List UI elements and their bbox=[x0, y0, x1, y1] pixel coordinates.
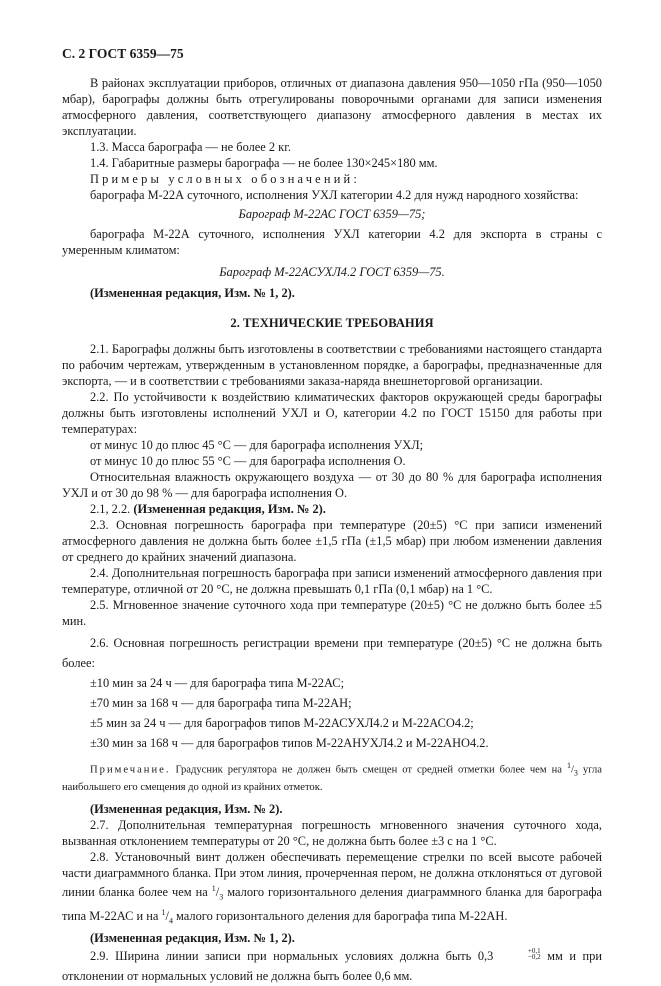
fraction-1-num: 1 bbox=[211, 883, 216, 893]
time-error-2: ±70 мин за 168 ч — для барографа типа М-22АН; bbox=[90, 696, 352, 710]
document-page bbox=[62, 46, 602, 986]
note-fraction-num: 1 bbox=[566, 761, 571, 770]
note-text-1: Градусник регулятора не должен быть смещен от средней отметки более чем на bbox=[175, 764, 562, 776]
paragraph-2-3: 2.3. Основная погрешность барографа при температуре (20±5) °С при записи изменений атмосферного давления не должна быть более ±1,5 гПа (±1,5 мбар) при любом изменении давления от среднего до крайних значений диапазона. bbox=[62, 518, 602, 564]
time-error-4: ±30 мин за 168 ч — для барографов типов М-22АНУХЛ4.2 и М-22АНО4.2. bbox=[90, 736, 489, 750]
paragraph-2-8-a: 2.8. Установочный винт должен обеспечивать перемещение стрелки по всей высоте рабочей части диаграммного бланка. При этом линия, прочерченная пером, не должна отклоняться от дуговой линии бланка более чем на bbox=[62, 849, 602, 899]
example-2-text: барографа М-22А суточного, исполнения УХЛ категории 4.2 для экспорта в страны с умеренным климатом: bbox=[62, 227, 602, 257]
example-1-code: Барограф М-22АС ГОСТ 6359—75; bbox=[238, 207, 426, 221]
fraction-2-den: 4 bbox=[168, 916, 173, 926]
paragraph-2-8-c: малого горизонтального деления для барографа типа М-22АН. bbox=[176, 909, 508, 924]
paragraph-2-6: 2.6. Основная погрешность регистрации времени при температуре (20±5) °С не должна быть более: bbox=[62, 636, 602, 670]
paragraph-2-4: 2.4. Дополнительная погрешность барографа при записи изменений атмосферного давления при температуре, отличной от 20 °С, не должна превышать 0,1 гПа (0,1 мбар) на 1 °С. bbox=[62, 566, 602, 596]
temperature-range-1: от минус 10 до плюс 45 °С — для барографа исполнения УХЛ; bbox=[90, 438, 424, 452]
tolerance-plus: +0,1 bbox=[527, 946, 541, 955]
paragraph-intro: В районах эксплуатации приборов, отличных от диапазона давления 950—1050 гПа (950—1050 мбар), барографы должны быть отрегулированы поворочными органами для записи изменения атмосферного давления, соответствующего диапазону атмосферного давления в местах их эксплуатации. bbox=[62, 76, 602, 138]
paragraph-1-3: 1.3. Масса барографа — не более 2 кг. bbox=[90, 140, 291, 154]
example-2-code: Барограф М-22АСУХЛ4.2 ГОСТ 6359—75. bbox=[219, 265, 445, 279]
paragraph-2-9 bbox=[62, 946, 602, 986]
paragraph-2-5: 2.5. Мгновенное значение суточного хода при температуре (20±5) °С не должно быть более ±5 мин. bbox=[62, 598, 602, 628]
time-error-3: ±5 мин за 24 ч — для барографов типов М-22АСУХЛ4.2 и М-22АСО4.2; bbox=[90, 716, 474, 730]
paragraph-2-8: 2.8. Установочный винт должен обеспечивать перемещение стрелки по всей высоте рабочей части диаграммного бланка. При этом линия, прочерченная пером, не должна отклоняться от дуговой линии бланка более чем на $^1/_3$ малого горизонтального деления диаграммного бланка для барографа типа М-22АС и на $^1/_4$ малого горизонтального деления для барографа типа М-22АН. bbox=[62, 849, 602, 926]
paragraph-2-8-b: малого горизонтального деления диаграммного бланка для барографа типа М-22АС и на bbox=[62, 884, 602, 924]
note-text-2: угла наибольшего его смещения до одной из крайних отметок. bbox=[62, 764, 602, 793]
time-error-1: ±10 мин за 24 ч — для барографа типа М-22АС; bbox=[90, 676, 345, 690]
edit-note-2-text: (Измененная редакция, Изм. № 2). bbox=[133, 502, 326, 516]
tolerance-minus: −0,2 bbox=[527, 952, 541, 961]
humidity-paragraph: Относительная влажность окружающего воздуха — от 30 до 80 % для барографа исполнения УХЛ и от 30 до 98 % — для барографа исполнения О. bbox=[62, 470, 602, 500]
note-fraction-den: 3 bbox=[573, 768, 578, 778]
page-header: С. 2 ГОСТ 6359—75 bbox=[62, 46, 184, 61]
paragraph-2-7: 2.7. Дополнительная температурная погрешность мгновенного значения суточного хода, вызванная отклонением температуры от 20 °С, не должна быть более ±3 с на 1 °С. bbox=[62, 817, 602, 848]
fraction-2-num: 1 bbox=[161, 908, 166, 918]
paragraph-2-2: 2.2. По устойчивости к воздействию климатических факторов окружающей среды барографы должны быть изготовлены исполнений УХЛ и О, категории 4.2 по ГОСТ 15150 для работы при температурах: bbox=[62, 390, 602, 436]
paragraph-2-9-a: 2.9. Ширина линии записи при нормальных условиях должна быть 0,3 bbox=[90, 948, 494, 963]
examples-heading-text: Примеры условных обозначений: bbox=[90, 172, 360, 186]
example-1-text: барографа М-22А суточного, исполнения УХЛ категории 4.2 для нужд народного хозяйства: bbox=[90, 188, 579, 202]
section-title: 2. ТЕХНИЧЕСКИЕ ТРЕБОВАНИЯ bbox=[230, 316, 434, 330]
paragraph-2-1: 2.1. Барографы должны быть изготовлены в соответствии с требованиями настоящего стандарта по рабочим чертежам, утвержденным в установленном порядке, а барографы, предназначенные для экспорта, — и в соответствии с требованиями заказа-наряда внешнеторговой организации. bbox=[62, 342, 602, 388]
edit-note-4: (Измененная редакция, Изм. № 1, 2). bbox=[90, 930, 295, 945]
temperature-range-2: от минус 10 до плюс 55 °С — для барографа исполнения О. bbox=[90, 454, 406, 468]
edit-note-1: (Измененная редакция, Изм. № 1, 2). bbox=[90, 286, 295, 300]
note-paragraph: Примечание. Градусник регулятора не должен быть смещен от средней отметки более чем на $^1/_3$ угла наибольшего его смещения до одной из крайних отметок. bbox=[62, 761, 602, 793]
width-tolerance bbox=[500, 948, 541, 960]
examples-heading bbox=[62, 171, 602, 187]
edit-note-2-prefix: 2.1, 2.2. bbox=[90, 502, 131, 516]
note-label: Примечание. bbox=[90, 764, 171, 776]
paragraph-2-9-b: мм и при отклонении от нормальных условий не должна быть более 0,6 мм. bbox=[62, 948, 602, 983]
fraction-1-den: 3 bbox=[219, 892, 224, 902]
paragraph-1-4: 1.4. Габаритные размеры барографа — не более 130×245×180 мм. bbox=[90, 156, 438, 170]
edit-note-3: (Измененная редакция, Изм. № 2). bbox=[90, 801, 283, 816]
edit-note-2 bbox=[62, 501, 602, 517]
